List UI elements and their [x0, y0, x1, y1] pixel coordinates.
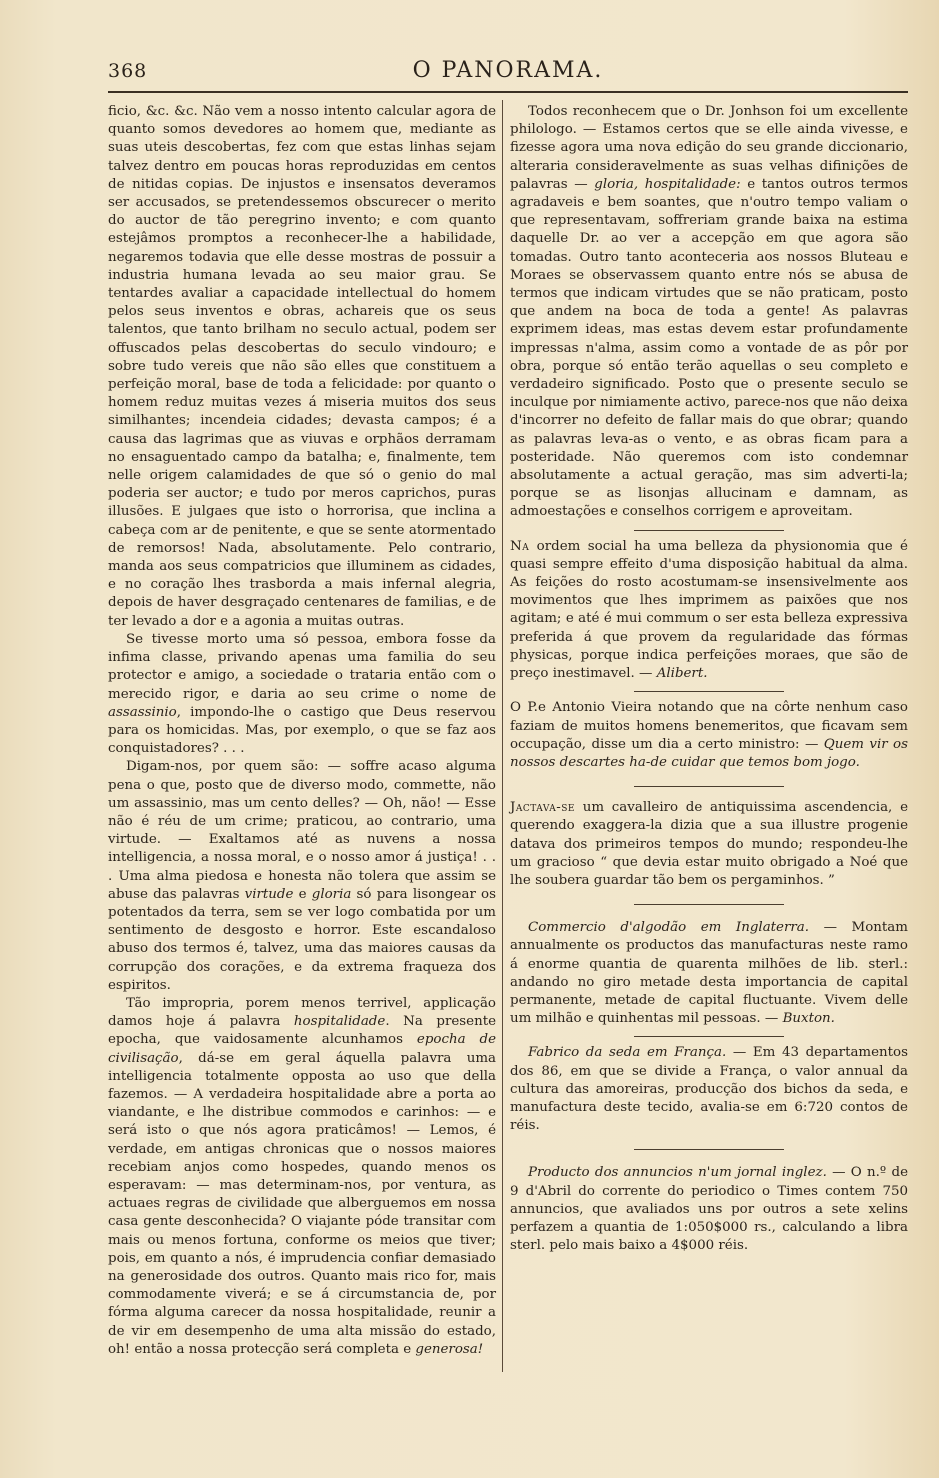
- left-column: [108, 103, 496, 1359]
- paragraph: Jactava-se um cavalleiro de antiquissima ascendencia, e querendo exaggera-la dizia que a sua illustre progenie datava dos primeiros tempos do mundo; respondeu-lhe um gracioso “ que devia estar muito obrigado a Noé que lhe soubera guardar tão bem os pergaminhos. ”: [510, 800, 908, 888]
- paragraph: ficio, &c. &c. Não vem a nosso intento calcular agora de quanto somos devedores ao homem que, mediante as suas uteis descobertas, fez com que estas linhas sejam talvez dentro em poucas horas reproduzidas em centos de nitidas copias. De injustos e insensatos deveramos ser accusados, se pretendessemos obscurecer o merito do auctor de tão peregrino invento; e com quanto estejâmos promptos a reconhecer-lhe a habilidade, negaremos todavia que elle desse mostras de possuir a industria humana levada ao seu maior grau. Se tentardes avaliar a capacidade intellectual do homem pelos seus inventos e obras, achareis que os seus talentos, que tanto brilham no seculo actual, podem ser offuscados pelas descobertas do seculo vindouro; e sobre tudo vereis que não são elles que constituem a perfeição moral, base de toda a felicidade: por quanto o homem reduz muitas vezes á miseria muitos dos seus similhantes; incendeia cidades; devasta campos; é a causa das lagrimas que as viuvas e orphãos derramam no ensaguentado campo da batalha; e, finalmente, tem nelle origem calamidades de que só o genio do mal poderia ser auctor; e tudo por meros caprichos, puras illusões. E julgaes que isto o horrorisa, que inclina a cabeça com ar de penitente, e que se sente atormentado de remorsos! Nada, absolutamente. Pelo contrario, manda aos seus compatricios que illuminem as cidades, e no coração lhes trasborda a mais infernal alegria, depois de haver desgraçado centenares de familias, e de ter levado a dor e a agonia a muitas outras.: [108, 104, 496, 629]
- section-rule: [634, 1149, 784, 1150]
- header-rule: [108, 91, 908, 93]
- paragraph: Fabrico da seda em França. — Em 43 departamentos dos 86, em que se divide a França, o valor annual da cultura das amoreiras, producção dos bichos da seda, e manufactura deste tecido, avalia-se em 6:720 contos de réis.: [510, 1045, 908, 1134]
- paragraph: Producto dos annuncios n'um jornal inglez. — O n.º de 9 d'Abril do corrente do periodico o Times contem 750 annuncios, que avaliados uns por outros a sete xelins perfazem a quantia de 1:050$000 rs., calculando a libra sterl. pelo mais baixo a 4$000 réis.: [510, 1165, 908, 1254]
- section-rule: [634, 530, 784, 531]
- paragraph: Na ordem social ha uma belleza da physionomia que é quasi sempre effeito d'uma disposição habitual da alma. As feições do rosto acostumam-se insensivelmente aos movimentos que lhes imprimem as paixões que nos agitam; e até é mui commum o ser esta belleza expressiva preferida á que provem da regularidade das fórmas physicas, porque indica perfeições moraes, que são de preço inestimavel. — Alibert.: [510, 538, 908, 682]
- page-header: [108, 58, 908, 88]
- page-number: 368: [108, 60, 148, 82]
- section-rule: [634, 691, 784, 692]
- section-rule: [634, 786, 784, 787]
- paragraph: Todos reconhecem que o Dr. Jonhson foi um excellente philologo. — Estamos certos que se elle ainda vivesse, e fizesse agora uma nova edição do seu grande diccionario, alteraria consideravelmente as suas velhas difinições de palavras — gloria, hospitalidade: e tantos outros termos agradaveis e bem soantes, que n'outro tempo valiam o que representavam, soffreriam grande baixa na estima daquelle Dr. ao ver a accepção em que agora são tomadas. Outro tanto aconteceria aos nossos Bluteau e Moraes se observassem quanto entre nós se abusa de termos que indicam virtudes que se não praticam, posto que andem na boca de toda a gente! As palavras exprimem ideas, mas estas devem estar profundamente impressas n'alma, assim como a vontade de as pôr por obra, porque só então terão aquellas o seu completo e verdadeiro significado. Posto que o presente seculo se inculque por nimiamente activo, parece-nos que não deixa d'incorrer no defeito de fallar mais do que obrar; quando as palavras leva-as o vento, e as obras ficam para a posteridade. Não queremos com isto condemnar absolutamente a actual geração, mas sim adverti-la; porque se as lisonjas allucinam e damnam, as admoestações e conselhos corrigem e aproveitam.: [510, 104, 908, 520]
- paragraph: Tão impropria, porem menos terrivel, applicação damos hoje á palavra hospitalidade. Na presente epocha, que vaidosamente alcunhamos epocha de civilisação, dá-se em geral áquella palavra uma intelligencia totalmente opposta ao uso que della fazemos. — A verdadeira hospitalidade abre a porta ao viandante, e lhe distribue commodos e carinhos: — e será isto o que nós agora praticâmos! — Lemos, é verdade, em antigas chronicas que o nossos maiores recebiam anjos como hospedes, quando menos os esperavam: — mas determinam-nos, por ventura, as actuaes regras de civilidade que alberguemos em nossa casa gente desconhecida? O viajante póde transitar com mais ou menos fortuna, conforme os meios que tiver; pois, em quanto a nós, é imprudencia confiar demasiado na generosidade dos outros. Quanto mais rico for, mais commodamente viverá; e se á circumstancia de, por fórma alguma carecer da nossa hospitalidade, reunir a de vir em desempenho de uma alta missão do estado, oh! então a nossa protecção será completa e generosa!: [108, 995, 496, 1357]
- section-rule: [634, 1036, 784, 1037]
- column-divider: [502, 100, 503, 1372]
- paragraph: Commercio d'algodão em Inglaterra. — Montam annualmente os productos das manufacturas neste ramo á enorme quantia de quarenta milhões de lib. sterl.: andando no giro metade desta importancia de capital permanente, metade de capital fluctuante. Vivem delle um milhão e quinhentas mil pessoas. — Buxton.: [510, 920, 908, 1027]
- paragraph: Se tivesse morto uma só pessoa, embora fosse da infima classe, privando apenas uma familia do seu protector e amigo, a sociedade o trataria então com o merecido rigor, e daria ao seu crime o nome de assassinio, impondo-lhe o castigo que Deus reservou para os homicidas. Mas, por exemplo, o que se faz aos conquistadores? . . .: [108, 631, 496, 757]
- running-title: O PANORAMA.: [412, 58, 604, 83]
- right-column: [510, 103, 908, 1255]
- paragraph: Digam-nos, por quem são: — soffre acaso alguma pena o que, posto que de diverso modo, commette, não um assassinio, mas um cento delles? — Oh, não! — Esse não é réu de um crime; praticou, ao contrario, uma virtude. — Exaltamos até as nuvens a nossa intelligencia, a nossa moral, e o nosso amor á justiça! . . . Uma alma piedosa e honesta não tolera que assim se abuse das palavras virtude e gloria só para lisongear os potentados da terra, sem se ver logo combatida por um sentimento de desgosto e horror. Este escandaloso abuso dos termos é, talvez, uma das maiores causas da corrupção dos corações, e da extrema fraqueza dos espiritos.: [108, 759, 496, 993]
- paragraph: O P.e Antonio Vieira notando que na côrte nenhum caso faziam de muitos homens benemeritos, que ficavam sem occupação, disse um dia a certo ministro: — Quem vir os nossos descartes ha-de cuidar que temos bom jogo.: [510, 700, 908, 770]
- section-rule: [634, 904, 784, 905]
